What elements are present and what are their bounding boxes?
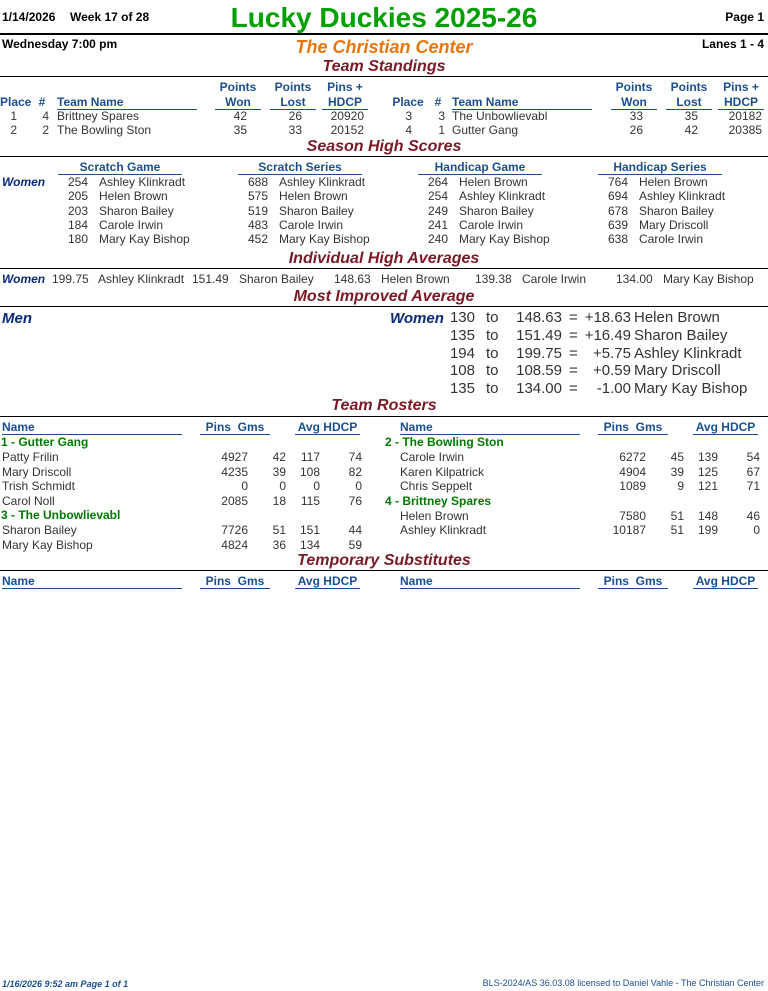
high-score-bowler: Sharon Bailey [99, 203, 174, 218]
standing-place: 4 [405, 123, 412, 137]
roster-avg: 117 [300, 450, 320, 464]
section-individual-high-averages: Individual High Averages [288, 250, 480, 267]
roster-games: 42 [272, 450, 286, 464]
standing-pins: 20182 [728, 109, 762, 123]
high-score-bowler: Helen Brown [639, 175, 708, 189]
rosters-rule [0, 416, 768, 417]
center-name: The Christian Center [295, 37, 473, 57]
col-avg: Avg [695, 574, 718, 588]
col-avg: Avg [297, 574, 320, 588]
roster-player-name: Carol Noll [2, 493, 55, 508]
high-score-bowler: Helen Brown [459, 175, 528, 189]
improved-from: 194 [449, 344, 475, 362]
improved-from: 130 [449, 309, 475, 326]
improved-delta: -1.00 [596, 380, 631, 398]
roster-hdcp: 76 [348, 493, 362, 508]
standing-num: 2 [42, 123, 49, 137]
improved-women-label: Women [390, 310, 444, 327]
roster-hdcp: 46 [746, 508, 760, 523]
roster-pins: 0 [241, 479, 248, 494]
standing-lost: 35 [684, 109, 698, 123]
roster-hdcp: 82 [348, 464, 362, 479]
roster-games: 18 [272, 493, 286, 508]
col-num: # [38, 95, 46, 109]
high-score-value: 639 [607, 217, 628, 232]
improved-to: 108.59 [516, 362, 562, 380]
col-gms: Gms [237, 420, 265, 434]
roster-pins: 6272 [619, 450, 646, 464]
standing-team: The Unbowlievabl [452, 109, 548, 123]
high-score-value: 264 [427, 175, 448, 189]
col-team-name-r: Team Name [452, 95, 592, 110]
improved-eq: = [569, 344, 578, 362]
col-place-r: Place [392, 95, 424, 109]
subs-rule [0, 570, 768, 571]
standing-team: Gutter Gang [452, 123, 519, 137]
col-pins-hdcp-1: Pins + [327, 80, 363, 94]
roster-avg: 108 [299, 464, 320, 479]
roster-hdcp: 74 [348, 450, 362, 464]
high-score-bowler: Ashley Klinkradt [459, 189, 546, 204]
improved-men-label: Men [2, 310, 32, 327]
roster-player-name: Mary Kay Bishop [2, 538, 93, 552]
avg-name: Carole Irwin [522, 272, 587, 286]
day-time: Wednesday 7:00 pm [2, 37, 118, 51]
improved-name: Mary Driscoll [634, 362, 721, 380]
roster-games: 39 [272, 464, 286, 479]
high-score-bowler: Ashley Klinkradt [639, 189, 726, 204]
lanes-label: Lanes 1 - 4 [701, 37, 764, 51]
roster-pins: 4824 [221, 538, 248, 552]
improved-from: 108 [449, 362, 475, 380]
high-score-value: 638 [607, 232, 628, 247]
high-score-value: 241 [427, 217, 448, 232]
roster-player-name: Trish Schmidt [2, 479, 75, 494]
roster-team-name: 4 - Brittney Spares [385, 493, 492, 508]
roster-hdcp: 71 [746, 479, 760, 494]
league-title: Lucky Duckies 2025-26 [230, 2, 538, 33]
roster-games: 9 [677, 479, 684, 494]
high-scores-women-label: Women [2, 175, 46, 189]
high-score-value: 180 [67, 232, 88, 247]
col-name: Name [2, 574, 182, 589]
roster-avg: 115 [300, 493, 320, 508]
avg-value: 151.49 [192, 272, 229, 286]
roster-pins: 7726 [221, 523, 248, 538]
roster-hdcp: 67 [746, 464, 760, 479]
roster-pins: 10187 [612, 523, 646, 538]
roster-pins: 4235 [221, 464, 248, 479]
roster-hdcp: 44 [348, 523, 362, 538]
high-score-value: 240 [427, 232, 448, 247]
standing-num: 3 [438, 109, 445, 123]
col-name: Name [400, 574, 580, 589]
high-score-value: 575 [247, 189, 268, 204]
improved-name: Mary Kay Bishop [634, 380, 748, 398]
high-scores-rule [0, 156, 768, 157]
footer-timestamp: 1/16/2026 9:52 am Page 1 of 1 [2, 979, 129, 989]
avg-name: Helen Brown [381, 272, 450, 286]
report-date: 1/14/2026 [2, 10, 56, 24]
improved-to-word: to [486, 344, 499, 362]
col-points-lost-1-r: Points [670, 80, 708, 94]
standing-won: 42 [233, 109, 247, 123]
col-pins-gms [598, 574, 668, 589]
roster-player-name: Ashley Klinkradt [400, 523, 487, 538]
standing-lost: 42 [684, 123, 698, 137]
improved-name: Helen Brown [634, 309, 720, 326]
roster-avg: 199 [697, 523, 718, 538]
roster-team-name: 1 - Gutter Gang [1, 435, 89, 449]
high-score-value: 254 [67, 175, 88, 189]
improved-rule [0, 306, 768, 307]
col-pins: Pins [205, 420, 231, 434]
col-pins-gms [200, 574, 270, 589]
col-num-r: # [434, 95, 442, 109]
high-score-column-title: Scratch Series [238, 160, 362, 175]
col-gms: Gms [635, 574, 663, 588]
improved-to-word: to [486, 309, 499, 326]
roster-games: 36 [272, 538, 286, 552]
high-score-column-title: Handicap Series [598, 160, 722, 175]
improved-eq: = [569, 326, 578, 344]
roster-team-name: 2 - The Bowling Ston [385, 435, 504, 449]
high-score-bowler: Carole Irwin [99, 217, 164, 232]
header-rule [0, 33, 768, 35]
improved-to: 134.00 [516, 380, 562, 398]
standing-team: The Bowling Ston [57, 123, 152, 137]
high-score-bowler: Helen Brown [99, 189, 168, 204]
col-pins: Pins [205, 574, 231, 588]
standing-place: 1 [10, 109, 17, 123]
section-team-standings: Team Standings [322, 58, 446, 75]
standing-team: Brittney Spares [57, 109, 140, 123]
col-hdcp: HDCP [721, 574, 756, 588]
improved-to: 199.75 [516, 344, 562, 362]
roster-player-name: Carole Irwin [400, 450, 465, 464]
high-score-value: 688 [247, 175, 268, 189]
col-avg-hdcp [295, 420, 360, 435]
roster-games: 39 [670, 464, 684, 479]
avg-name: Mary Kay Bishop [663, 272, 754, 286]
improved-delta: +16.49 [584, 326, 631, 344]
high-score-value: 205 [67, 189, 88, 204]
col-points-lost-1: Points [274, 80, 312, 94]
roster-player-name: Mary Driscoll [2, 464, 72, 479]
roster-pins: 4927 [221, 450, 248, 464]
improved-delta: +18.63 [584, 309, 631, 326]
col-points-lost-2-r: Lost [666, 95, 712, 110]
high-score-bowler: Mary Kay Bishop [99, 232, 190, 247]
col-gms: Gms [635, 420, 663, 434]
roster-hdcp: 59 [348, 538, 362, 552]
high-score-bowler: Ashley Klinkradt [99, 175, 186, 189]
roster-hdcp: 0 [355, 479, 362, 494]
improved-delta: +0.59 [593, 362, 631, 380]
standing-num: 4 [42, 109, 49, 123]
page-number: Page 1 [725, 10, 764, 24]
col-hdcp: HDCP [323, 420, 358, 434]
roster-player-name: Helen Brown [400, 508, 469, 523]
roster-player-name: Karen Kilpatrick [400, 464, 485, 479]
roster-player-name: Patty Frilin [2, 450, 59, 464]
avg-name: Sharon Bailey [239, 272, 314, 286]
improved-from: 135 [449, 380, 475, 398]
roster-avg: 134 [299, 538, 320, 552]
improved-to: 148.63 [516, 309, 562, 326]
roster-avg: 139 [697, 450, 718, 464]
high-score-column-title: Handicap Game [418, 160, 542, 175]
high-score-bowler: Carole Irwin [279, 217, 344, 232]
col-avg: Avg [695, 420, 718, 434]
roster-hdcp: 54 [746, 450, 760, 464]
high-score-value: 184 [67, 217, 88, 232]
high-score-bowler: Sharon Bailey [279, 203, 354, 218]
standing-lost: 33 [288, 123, 302, 137]
roster-player-name: Sharon Bailey [2, 523, 77, 538]
high-score-value: 519 [247, 203, 268, 218]
improved-name: Ashley Klinkradt [634, 344, 742, 362]
roster-avg: 125 [697, 464, 718, 479]
col-avg: Avg [297, 420, 320, 434]
high-score-value: 452 [247, 232, 268, 247]
col-name: Name [2, 420, 182, 435]
improved-name: Sharon Bailey [634, 326, 728, 344]
col-avg-hdcp [693, 574, 758, 589]
roster-games: 51 [670, 523, 684, 538]
col-pins-gms [200, 420, 270, 435]
high-score-bowler: Mary Kay Bishop [459, 232, 550, 247]
high-score-column-title: Scratch Game [58, 160, 182, 175]
standing-lost: 26 [288, 109, 302, 123]
roster-hdcp: 0 [753, 523, 760, 538]
col-pins: Pins [603, 574, 629, 588]
col-points-won-2: Won [215, 95, 261, 110]
col-points-won-1: Points [219, 80, 257, 94]
high-score-bowler: Carole Irwin [639, 232, 704, 247]
high-score-value: 203 [67, 203, 88, 218]
roster-pins: 4904 [619, 464, 646, 479]
roster-avg: 121 [697, 479, 718, 494]
averages-rule [0, 268, 768, 269]
roster-avg: 0 [313, 479, 320, 494]
standing-pins: 20920 [330, 109, 364, 123]
section-most-improved: Most Improved Average [293, 288, 475, 305]
section-team-rosters: Team Rosters [331, 397, 437, 414]
roster-games: 51 [272, 523, 286, 538]
standing-won: 35 [233, 123, 247, 137]
improved-from: 135 [449, 326, 475, 344]
roster-pins: 1089 [619, 479, 646, 494]
high-score-value: 678 [607, 203, 628, 218]
roster-player-name: Chris Seppelt [400, 479, 473, 494]
high-score-bowler: Carole Irwin [459, 217, 524, 232]
roster-avg: 148 [697, 508, 718, 523]
col-place: Place [0, 95, 32, 109]
high-score-bowler: Mary Driscoll [639, 217, 709, 232]
col-pins-hdcp-1-r: Pins + [723, 80, 759, 94]
standing-pins: 20152 [330, 123, 364, 137]
high-score-bowler: Sharon Bailey [639, 203, 714, 218]
high-score-value: 764 [607, 175, 628, 189]
col-avg-hdcp [693, 420, 758, 435]
roster-team-name: 3 - The Unbowlievabl [1, 508, 121, 523]
avg-name: Ashley Klinkradt [98, 272, 185, 286]
standing-won: 26 [629, 123, 643, 137]
col-team-name: Team Name [57, 95, 197, 110]
section-temporary-substitutes: Temporary Substitutes [297, 552, 471, 569]
high-score-value: 694 [607, 189, 628, 204]
col-pins-hdcp-2-r: HDCP [718, 95, 764, 110]
standing-won: 33 [629, 109, 643, 123]
section-season-high-scores: Season High Scores [306, 138, 462, 155]
roster-pins: 7580 [619, 508, 646, 523]
col-pins: Pins [603, 420, 629, 434]
roster-avg: 151 [299, 523, 320, 538]
standing-place: 3 [405, 109, 412, 123]
high-score-bowler: Mary Kay Bishop [279, 232, 370, 247]
improved-eq: = [569, 380, 578, 398]
high-score-bowler: Ashley Klinkradt [279, 175, 366, 189]
week-label: Week 17 of 28 [70, 10, 150, 24]
improved-to-word: to [486, 380, 499, 398]
standings-rule [0, 76, 768, 77]
roster-pins: 2085 [221, 493, 248, 508]
col-hdcp: HDCP [323, 574, 358, 588]
avg-value: 148.63 [334, 272, 371, 286]
improved-to-word: to [486, 326, 499, 344]
col-avg-hdcp [295, 574, 360, 589]
improved-eq: = [569, 362, 578, 380]
roster-games: 45 [670, 450, 684, 464]
col-points-won-1-r: Points [615, 80, 653, 94]
improved-to: 151.49 [516, 326, 562, 344]
col-points-won-2-r: Won [611, 95, 657, 110]
high-score-value: 254 [427, 189, 448, 204]
standing-pins: 20385 [728, 123, 762, 137]
high-score-bowler: Helen Brown [279, 189, 348, 204]
col-hdcp: HDCP [721, 420, 756, 434]
standing-place: 2 [10, 123, 17, 137]
avg-value: 199.75 [52, 272, 89, 286]
col-pins-gms [598, 420, 668, 435]
col-pins-hdcp-2: HDCP [322, 95, 368, 110]
avg-value: 134.00 [616, 272, 653, 286]
roster-games: 0 [279, 479, 286, 494]
col-points-lost-2: Lost [270, 95, 316, 110]
high-score-value: 483 [247, 217, 268, 232]
col-name: Name [400, 420, 580, 435]
col-gms: Gms [237, 574, 265, 588]
roster-games: 51 [670, 508, 684, 523]
improved-delta: +5.75 [593, 344, 631, 362]
avg-value: 139.38 [475, 272, 512, 286]
footer-license: BLS-2024/AS 36.03.08 licensed to Daniel Vahle - The Christian Center [482, 978, 764, 988]
averages-women-label: Women [2, 272, 46, 286]
high-score-bowler: Sharon Bailey [459, 203, 534, 218]
standing-num: 1 [438, 123, 445, 137]
high-score-value: 249 [427, 203, 448, 218]
improved-eq: = [569, 309, 578, 326]
improved-to-word: to [486, 362, 499, 380]
